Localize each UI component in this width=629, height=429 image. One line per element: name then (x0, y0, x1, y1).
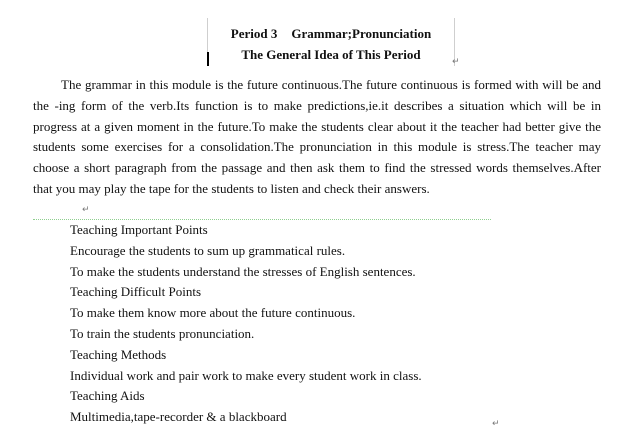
list-item: To make them know more about the future continuous. (70, 305, 356, 321)
topic-label: Grammar;Pronunciation (291, 26, 432, 41)
list-item-aids-heading: Teaching Aids (70, 388, 145, 404)
list-item-important-points-heading: Teaching Important Points (70, 222, 208, 237)
teaching-points-list (70, 220, 422, 428)
list-item-methods-heading: Teaching Methods (70, 346, 167, 362)
paragraph-mark-icon: ↵ (82, 205, 90, 215)
list-item: Encourage the students to sum up grammatical rules. (70, 242, 346, 258)
list-item: Individual work and pair work to make every student work in class. (70, 367, 422, 383)
general-idea-paragraph: The grammar in this module is the future continuous.The future continuous is formed with will be and the -ing form of the verb.Its function is to make predictions,ie.it describes a situation which will be in progress at a given moment in the future.To make the students clear about it the teacher had better give the students some exercises for a consolidation.The pronunciation in this module is stress.The teacher may choose a short paragraph from the passage and then ask them to find the stressed words themselves.After that you may play the tape for the students to listen and check their answers. (33, 77, 601, 196)
list-item: Multimedia,tape-recorder & a blackboard (70, 409, 287, 425)
paragraph-mark-icon: ↵ (452, 57, 460, 67)
period-heading (208, 26, 454, 42)
subtitle-heading: The General Idea of This Period (241, 47, 421, 62)
text-cursor (207, 52, 209, 66)
list-item: To train the students pronunciation. (70, 325, 255, 341)
period-label: Period 3 (230, 26, 278, 41)
list-item-difficult-points-heading: Teaching Difficult Points (70, 284, 201, 300)
list-item: To make the students understand the stresses of English sentences. (70, 263, 416, 279)
title-block (207, 18, 455, 66)
paragraph-mark-icon: ↵ (492, 419, 500, 429)
